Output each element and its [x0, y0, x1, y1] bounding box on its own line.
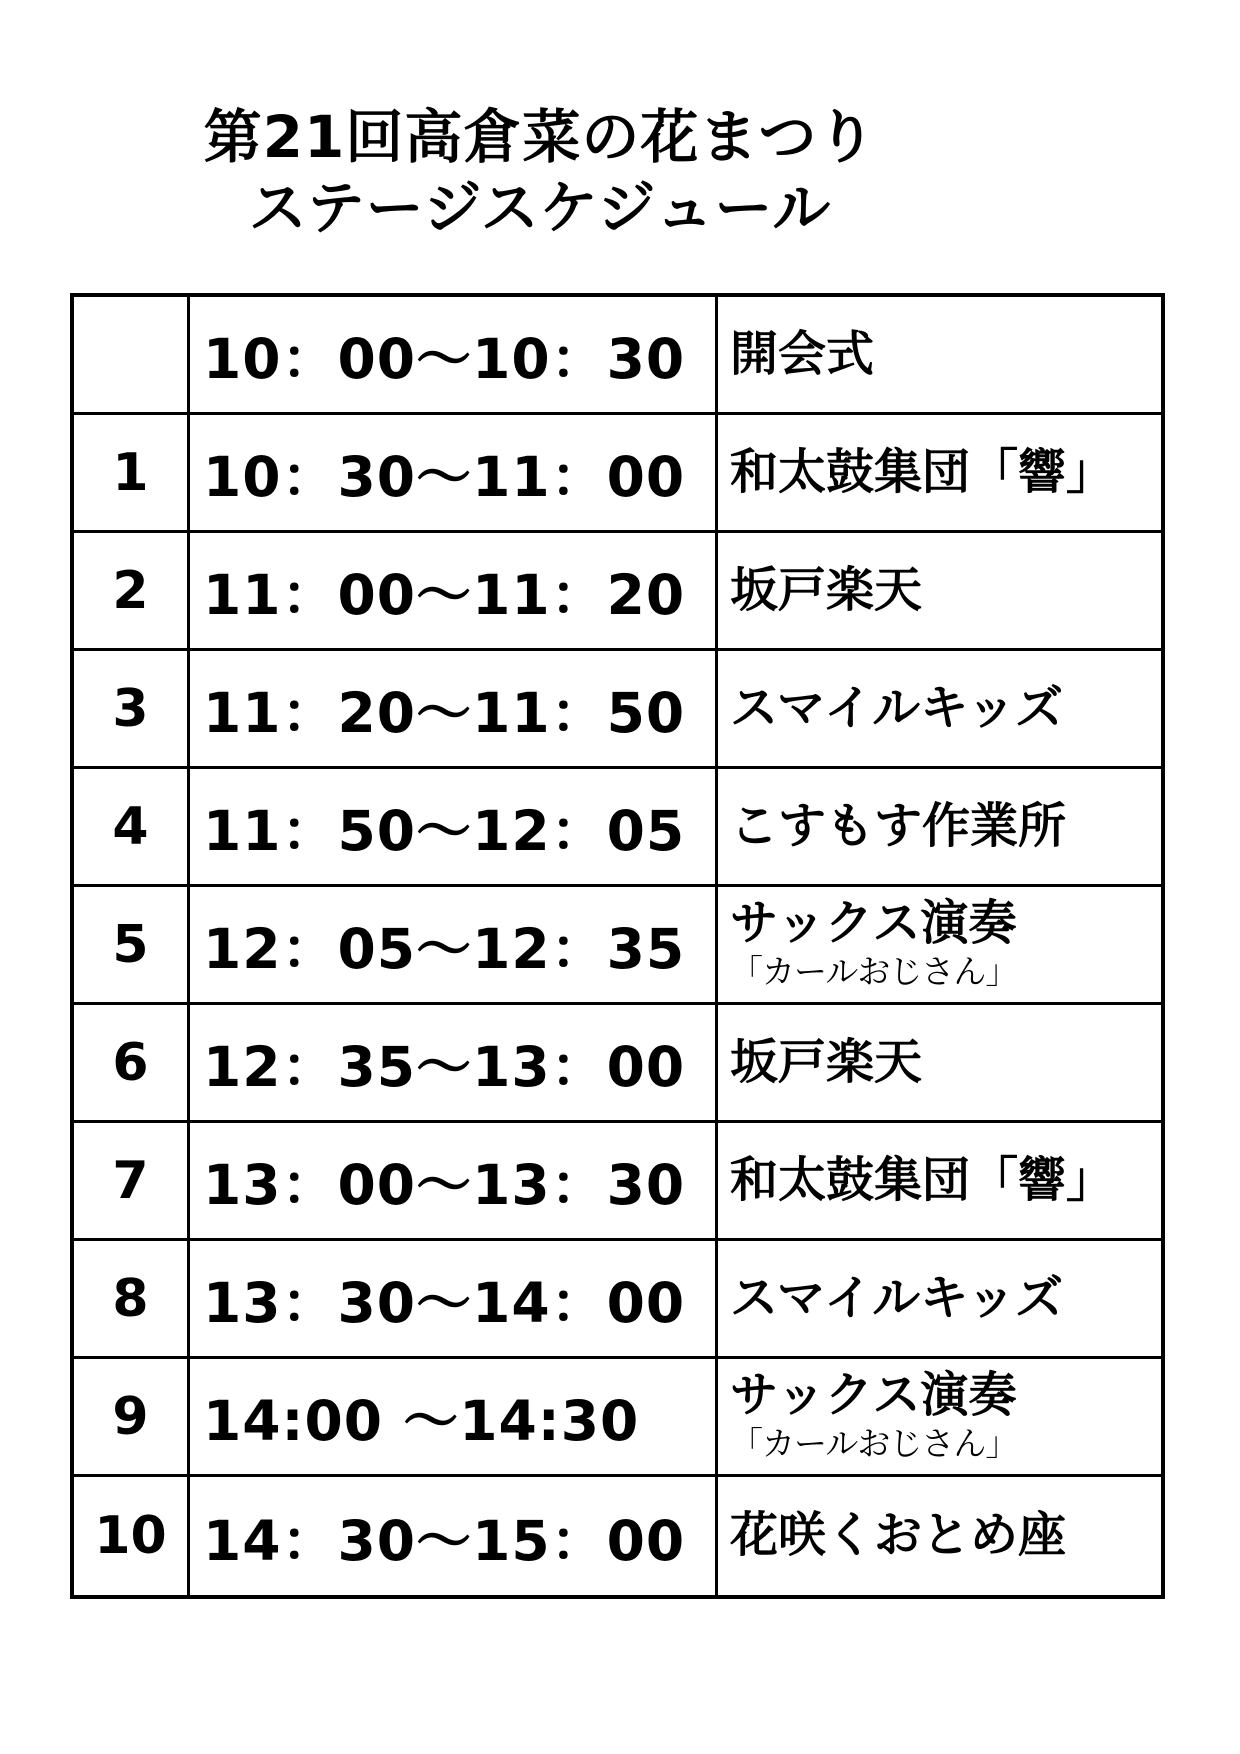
- page-title: [0, 102, 1080, 244]
- performer-name: サックス演奏: [730, 895, 1017, 952]
- performer-name: 開会式: [730, 325, 875, 382]
- row-performer: [718, 769, 1161, 884]
- row-number: 9: [74, 1359, 190, 1474]
- row-performer: [718, 1359, 1161, 1474]
- performer-name: 坂戸楽天: [730, 1033, 923, 1090]
- performer-name: スマイルキッズ: [730, 679, 1064, 736]
- row-number: 7: [74, 1123, 190, 1238]
- performer-subtitle: 「カールおじさん」: [730, 1424, 1018, 1464]
- row-time: 10：30～11：00: [190, 415, 718, 530]
- row-performer: [718, 651, 1161, 766]
- row-number: 1: [74, 415, 190, 530]
- performer-name: スマイルキッズ: [730, 1269, 1064, 1326]
- table-row: [74, 1005, 1161, 1123]
- row-number: 8: [74, 1241, 190, 1356]
- row-number: 5: [74, 887, 190, 1002]
- table-row: [74, 769, 1161, 887]
- schedule-table: [70, 293, 1165, 1599]
- performer-name: 和太鼓集団「響」: [730, 443, 1115, 500]
- row-time: 14:00 ～14:30: [190, 1359, 718, 1474]
- row-time: 14：30～15：00: [190, 1477, 718, 1595]
- performer-subtitle: 「カールおじさん」: [730, 952, 1018, 992]
- table-row: [74, 297, 1161, 415]
- row-number: 3: [74, 651, 190, 766]
- row-number: 2: [74, 533, 190, 648]
- row-performer: [718, 415, 1161, 530]
- table-row: [74, 1359, 1161, 1477]
- row-time: 11：50～12：05: [190, 769, 718, 884]
- performer-name: サックス演奏: [730, 1367, 1017, 1424]
- table-row: [74, 1241, 1161, 1359]
- row-time: 12：05～12：35: [190, 887, 718, 1002]
- performer-name: こすもす作業所: [730, 797, 1067, 854]
- table-row: [74, 533, 1161, 651]
- row-number: 6: [74, 1005, 190, 1120]
- table-row: [74, 1123, 1161, 1241]
- row-performer: [718, 1241, 1161, 1356]
- row-time: 11：20～11：50: [190, 651, 718, 766]
- row-number: 4: [74, 769, 190, 884]
- table-row: [74, 1477, 1161, 1595]
- row-time: 13：00～13：30: [190, 1123, 718, 1238]
- title-line-1: 第21回高倉菜の花まつり: [203, 103, 877, 171]
- row-time: 11：00～11：20: [190, 533, 718, 648]
- row-performer: [718, 1123, 1161, 1238]
- table-row: [74, 415, 1161, 533]
- row-time: 13：30～14：00: [190, 1241, 718, 1356]
- performer-name: 坂戸楽天: [730, 561, 923, 618]
- row-performer: [718, 297, 1161, 412]
- row-number: 10: [74, 1477, 190, 1595]
- row-number: [74, 297, 190, 412]
- row-performer: [718, 1477, 1161, 1595]
- performer-name: 花咲くおとめ座: [730, 1507, 1067, 1564]
- row-performer: [718, 887, 1161, 1002]
- row-time: 12：35～13：00: [190, 1005, 718, 1120]
- row-time: 10：00～10：30: [190, 297, 718, 412]
- table-row: [74, 887, 1161, 1005]
- row-performer: [718, 533, 1161, 648]
- table-row: [74, 651, 1161, 769]
- title-line-2: ステージスケジュール: [248, 173, 832, 242]
- performer-name: 和太鼓集団「響」: [730, 1151, 1115, 1208]
- row-performer: [718, 1005, 1161, 1120]
